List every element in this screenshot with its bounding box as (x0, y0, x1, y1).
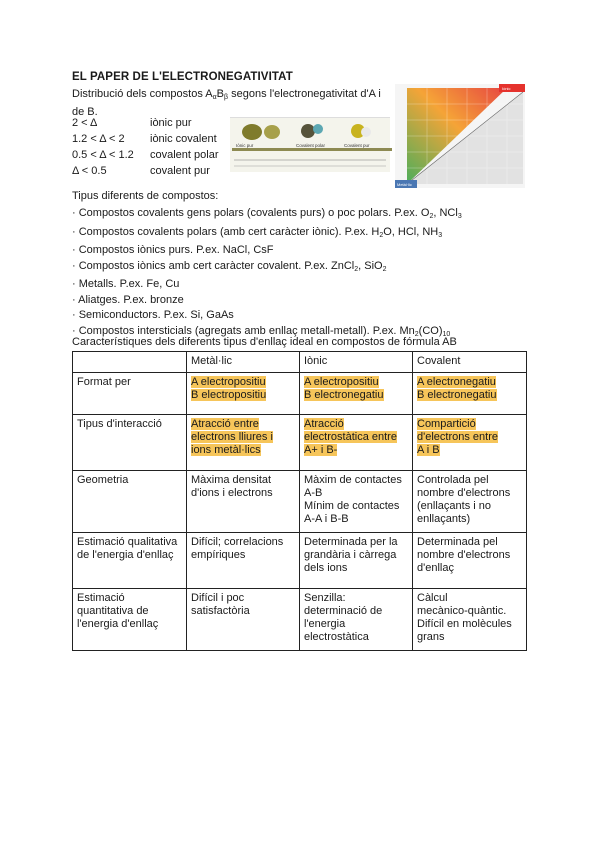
molecule-ionic-icon (242, 124, 262, 140)
table-cell: Màxima densitat d'ions i electrons (187, 471, 300, 533)
range-covalent-polar: 0.5 < Δ < 1.2 covalent polar (72, 149, 219, 161)
list-item: · Aliatges. P.ex. bronze (72, 293, 184, 306)
table-cell: Difícil i poc satisfactòria (187, 589, 300, 651)
table-cell: Controlada pel nombre d'electrons (enllaçants i no enllaçants) (413, 471, 527, 533)
table-cell: Compartició d'electrons entre A i B (413, 415, 527, 471)
table-cell: Càlcul mecànico-quàntic. Difícil en molècules grans (413, 589, 527, 651)
row-label: Geometria (73, 471, 187, 533)
table-row (73, 415, 527, 471)
table-header-row (73, 352, 527, 373)
row-label: Tipus d'interacció (73, 415, 187, 471)
header-covalent: Covalent (413, 352, 527, 373)
table-caption: Característiques dels diferents tipus d'enllaç ideal en compostos de fórmula AB (72, 336, 457, 348)
list-item: · Compostos iònics purs. P.ex. NaCl, CsF (72, 244, 274, 256)
triangle-figure (395, 84, 525, 188)
list-item: · Compostos covalents polars (amb cert caràcter iònic). P.ex. $H_2O$, HCl, $NH_3$ (72, 225, 443, 239)
thumb-label-2: Covalent polar (296, 143, 326, 148)
range-ionic-covalent: 1.2 < Δ < 2 iònic covalent (72, 133, 217, 145)
table-cell: A electronegatiu B electronegatiu (413, 373, 527, 415)
table-row (73, 589, 527, 651)
figure-divider-bar (232, 148, 392, 151)
table-cell: A electropositiu B electropositiu (187, 373, 300, 415)
molecule-figure (230, 118, 390, 172)
range-covalent-pure: Δ < 0.5 covalent pur (72, 165, 210, 177)
list-item: · Compostos intersticials (agregats amb enllaç metall-metall). P.ex. $Mn_2(CO)_{10}$ (72, 324, 451, 338)
compound-types-heading: Tipus diferents de compostos: (72, 190, 219, 202)
table-cell: Senzilla: determinació de l'energia electrostàtica (300, 589, 413, 651)
table-row (73, 373, 527, 415)
svg-text:Iònic: Iònic (502, 86, 511, 91)
page-title: EL PAPER DE L'ELECTRONEGATIVITAT (72, 71, 293, 83)
thumb-label-3: Covalent pur (344, 143, 370, 148)
table-row (73, 471, 527, 533)
header-ionic: Iònic (300, 352, 413, 373)
compound-types-list (72, 206, 462, 342)
range-ionic-pure: 2 < Δ iònic pur (72, 117, 192, 129)
molecule-polar-icon (301, 124, 315, 138)
table-cell: Atracció entre electrons lliures i ions metàl·lics (187, 415, 300, 471)
list-item: · Compostos covalents gens polars (covalents purs) o poc polars. P.ex. $O_2$, NCl$_3$ (72, 207, 462, 220)
header-cell-empty (73, 352, 187, 373)
electronegativity-triangle (395, 84, 525, 188)
table-cell: Determinada per la grandària i càrrega dels ions (300, 533, 413, 589)
svg-text:Metàl·lic: Metàl·lic (397, 182, 412, 187)
header-metallic: Metàl·lic (187, 352, 300, 373)
bond-type-thumbnails (230, 117, 390, 172)
thumb-label-1: Iònic pur (236, 143, 254, 148)
table-cell: Màxim de contactes A-B Mínim de contactes A-A i B-B (300, 471, 413, 533)
table-cell: Atracció electrostàtica entre A+ i B- (300, 415, 413, 471)
row-label: Estimació quantitativa de l'energia d'enllaç (73, 589, 187, 651)
row-label: Format per (73, 373, 187, 415)
table-cell: Determinada pel nombre d'electrons d'enllaç (413, 533, 527, 589)
intro-paragraph: Distribució dels compostos $A_\alpha B_\beta$ segons l'electronegativitat d'A i de B. (72, 88, 381, 118)
list-item: · Metalls. P.ex. Fe, Cu (72, 278, 180, 290)
list-item: · Semiconductors. P.ex. Si, GaAs (72, 309, 234, 321)
row-label: Estimació qualitativa de l'energia d'enllaç (73, 533, 187, 589)
bond-comparison-table (72, 351, 527, 651)
table-row (73, 533, 527, 589)
table-cell: A electropositiu B electronegatiu (300, 373, 413, 415)
list-item: · Compostos iònics amb cert caràcter covalent. P.ex. ZnCl$_2$, SiO$_2$ (72, 259, 387, 273)
table-cell: Difícil; correlacions empíriques (187, 533, 300, 589)
